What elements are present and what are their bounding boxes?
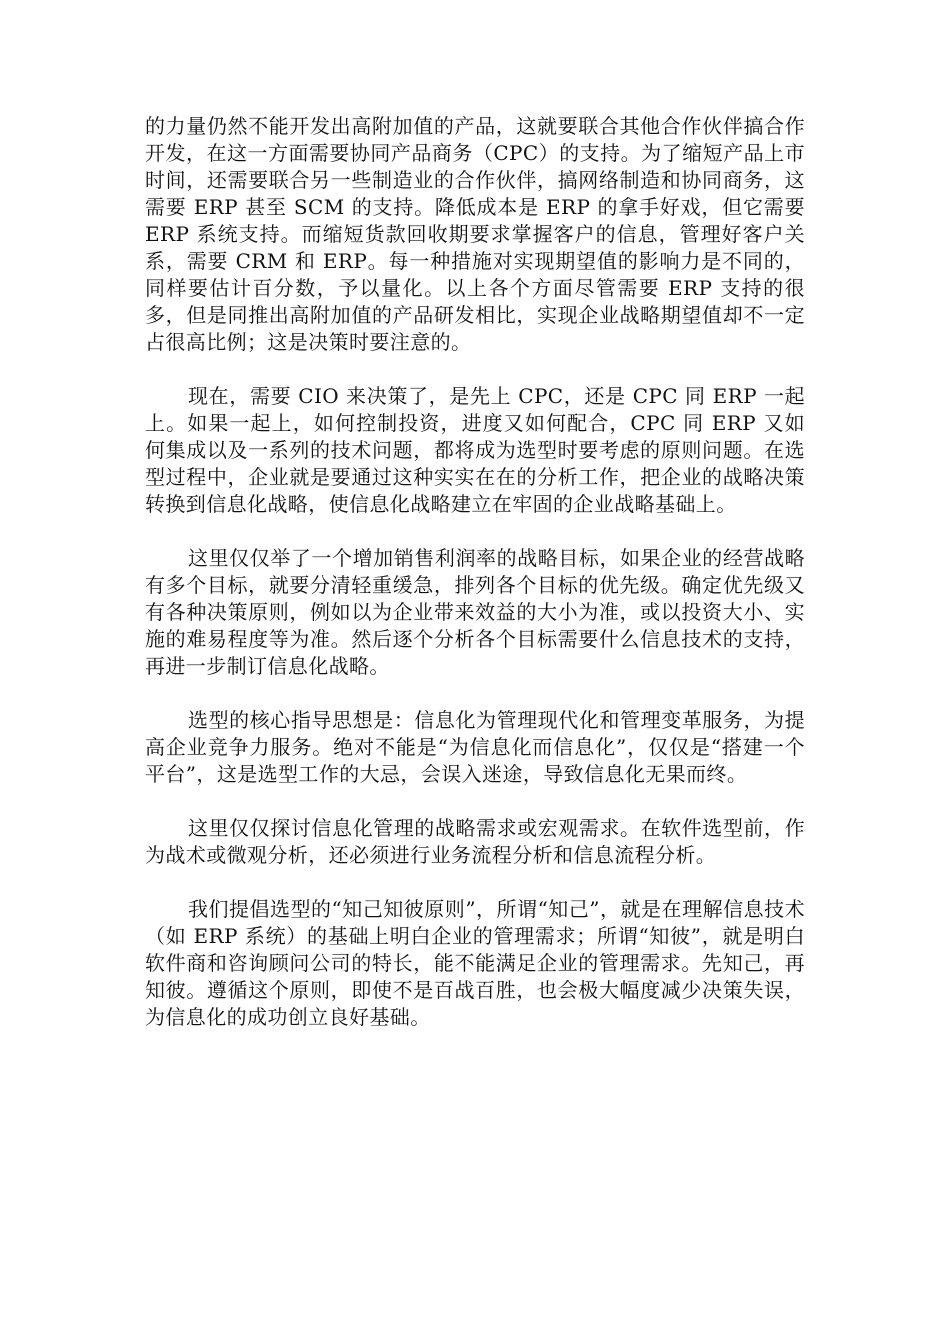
paragraph: 选型的核心指导思想是：信息化为管理现代化和管理变革服务，为提高企业竞争力服务。绝对不能是“为信息化而信息化”，仅仅是“搭建一个平台”，这是选型工作的大忌，会误入迷途，导致信息化无果而终。 [145,708,805,786]
paragraph-continued: 的力量仍然不能开发出高附加值的产品，这就要联合其他合作伙伴搞合作开发，在这一方面需要协同产品商务（CPC）的支持。为了缩短产品上市时间，还需要联合另一些制造业的合作伙伴，搞网络制造和协同商务，这需要 ERP 甚至 SCM 的支持。降低成本是 ERP 的拿手好戏，但它需要 ERP 系统支持。而缩短货款回收期要求掌握客户的信息，管理好客户关系，需要 CRM 和 ERP。每一种措施对实现期望值的影响力是不同的，同样要估计百分数，予以量化。以上各个方面尽管需要 ERP 支持的很多，但是同推出高附加值的产品研发相比，实现企业战略期望值却不一定占很高比例；这是决策时要注意的。 [145,114,805,354]
paragraph: 现在，需要 CIO 来决策了，是先上 CPC，还是 CPC 同 ERP 一起上。如果一起上，如何控制投资，进度又如何配合，CPC 同 ERP 又如何集成以及一系列的技术问题，都将成为选型时要考虑的原则问题。在选型过程中，企业就是要通过这种实实在在的分析工作，把企业的战略决策转换到信息化战略，使信息化战略建立在牢固的企业战略基础上。 [145,384,805,516]
paragraph: 这里仅仅举了一个增加销售利润率的战略目标，如果企业的经营战略有多个目标，就要分清轻重缓急，排列各个目标的优先级。确定优先级又有各种决策原则，例如以为企业带来效益的大小为准，或以投资大小、实施的难易程度等为准。然后逐个分析各个目标需要什么信息技术的支持，再进一步制订信息化战略。 [145,546,805,678]
document-body [145,113,805,1058]
paragraph: 这里仅仅探讨信息化管理的战略需求或宏观需求。在软件选型前，作为战术或微观分析，还必须进行业务流程分析和信息流程分析。 [145,816,805,867]
paragraph: 我们提倡选型的“知己知彼原则”，所谓“知己”，就是在理解信息技术（如 ERP 系统）的基础上明白企业的管理需求；所谓“知彼”，就是明白软件商和咨询顾问公司的特长，能不能满足企业的管理需求。先知己，再知彼。遵循这个原则，即使不是百战百胜，也会极大幅度减少决策失误，为信息化的成功创立良好基础。 [145,897,805,1029]
